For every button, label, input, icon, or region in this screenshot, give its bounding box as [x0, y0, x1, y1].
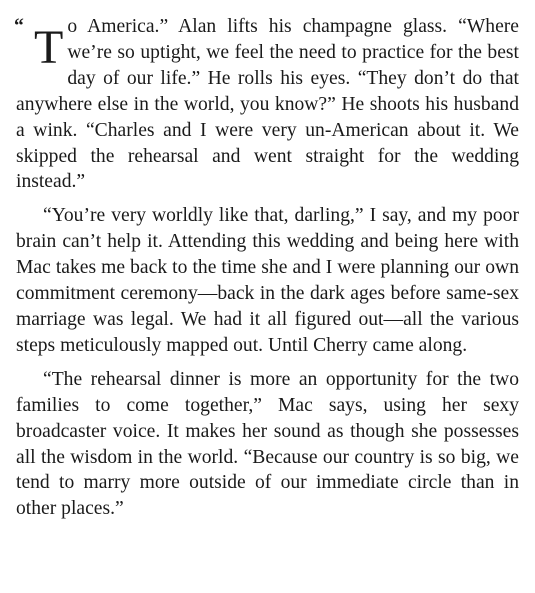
paragraph-2: “You’re very worldly like that, darling,” I say, and my poor brain can’t help it. Attending this wedding and being here with Mac takes me back to the time she and I were planning our own commitment ceremony—back in the dark ages before same-sex marriage was legal. We had it all figured out—all the various steps meticulously mapped out. Until Cherry came along.: [16, 205, 519, 356]
opening-quote-mark: “: [14, 16, 24, 37]
drop-cap-letter: T: [34, 21, 64, 74]
book-page: [16, 14, 519, 522]
paragraph-1-text: o America.” Alan lifts his champagne glass. “Where we’re so uptight, we feel the need to practice for the best day of our life.” He rolls his eyes. “They don’t do that anywhere else in the world, you know?” He shoots his husband a wink. “Charles and I were very un-American about it. We skipped the rehearsal and went straight for the wedding instead.”: [16, 16, 519, 193]
paragraph-3: “The rehearsal dinner is more an opportunity for the two families to come together,” Mac says, using her sexy broadcaster voice. It makes her sound as though she possesses all the wisdom in the world. “Because our country is so big, we tend to marry more outside of our immediate circle than in other places.”: [16, 368, 519, 520]
paragraph-1: [16, 14, 519, 195]
